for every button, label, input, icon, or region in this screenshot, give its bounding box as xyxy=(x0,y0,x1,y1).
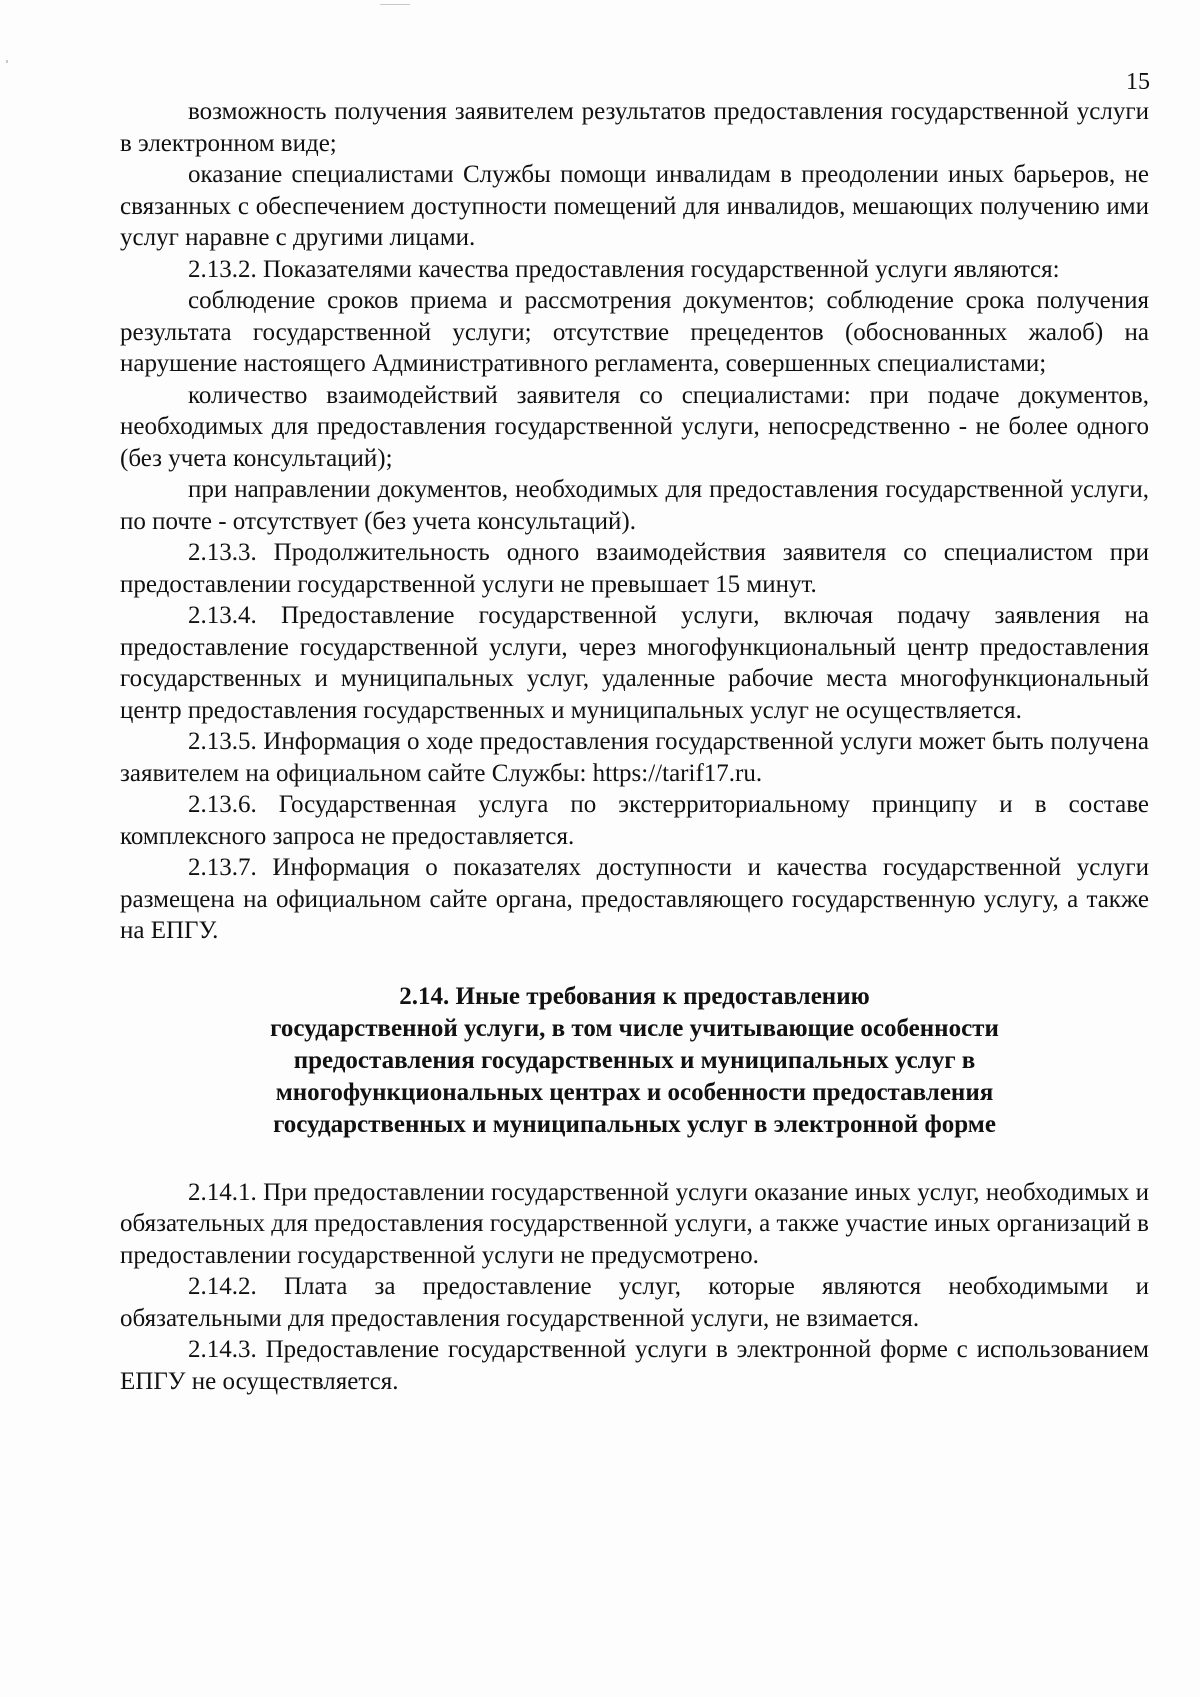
scan-speck xyxy=(6,60,8,63)
scan-speck xyxy=(380,4,410,5)
paragraph: 2.13.2. Показателями качества предоставления государственной услуги являются: xyxy=(188,255,1060,283)
paragraph: соблюдение сроков приема и рассмотрения документов; соблюдение срока получения результата государственной услуги; отсутствие прецедентов (обоснованных жалоб) на нарушение настоящего Административного регламента, совершенных специалистами; xyxy=(120,287,1149,377)
section-heading xyxy=(120,981,1149,1141)
paragraph: при направлении документов, необходимых для предоставления государственной услуги, по почте - отсутствует (без учета консультаций). xyxy=(120,476,1149,535)
heading-line: многофункциональных центрах и особенности предоставления xyxy=(275,1078,994,1106)
paragraph: 2.13.7. Информация о показателях доступности и качества государственной услуги размещена на официальном сайте органа, предоставляющего государственную услугу, а также на ЕПГУ. xyxy=(120,854,1149,944)
paragraph: оказание специалистами Службы помощи инвалидам в преодолении иных барьеров, не связанных с обеспечением доступности помещений для инвалидов, мешающих получению ими услуг наравне с другими лицами. xyxy=(120,161,1149,251)
heading-line: государственных и муниципальных услуг в электронной форме xyxy=(273,1110,996,1138)
paragraph: 2.13.6. Государственная услуга по экстерриториальному принципу и в составе комплексного запроса не предоставляется. xyxy=(120,791,1149,850)
heading-line: 2.14. Иные требования к предоставлению xyxy=(399,982,870,1010)
heading-line: предоставления государственных и муниципальных услуг в xyxy=(293,1046,976,1074)
paragraph: количество взаимодействий заявителя со специалистами: при подаче документов, необходимых для предоставления государственной услуги, непосредственно - не более одного (без учета консультаций); xyxy=(120,381,1149,472)
page-number: 15 xyxy=(1126,69,1150,95)
paragraph: 2.13.4. Предоставление государственной услуги, включая подачу заявления на предоставление государственной услуги, через многофункциональный центр предоставления государственных и муниципальных услуг, удаленные рабочие места многофункциональный центр предоставления государственных и муниципальных услуг не осуществляется. xyxy=(120,602,1149,724)
paragraph: 2.13.3. Продолжительность одного взаимодействия заявителя со специалистом при предоставлении государственной услуги не превышает 15 минут. xyxy=(120,539,1149,598)
document-body xyxy=(120,96,1149,1397)
paragraph: 2.13.5. Информация о ходе предоставления государственной услуги может быть получена заявителем на официальном сайте Службы: https://tarif17.ru. xyxy=(120,728,1149,787)
paragraph: возможность получения заявителем результатов предоставления государственной услуги в электронном виде; xyxy=(120,98,1149,157)
heading-line: государственной услуги, в том числе учитывающие особенности xyxy=(270,1014,999,1042)
paragraph: 2.14.1. При предоставлении государственной услуги оказание иных услуг, необходимых и обязательных для предоставления государственной услуги, а также участие иных организаций в предоставлении государственной услуги не предусмотрено. xyxy=(120,1178,1149,1269)
paragraph: 2.14.3. Предоставление государственной услуги в электронной форме с использованием ЕПГУ не осуществляется. xyxy=(120,1336,1149,1395)
paragraph: 2.14.2. Плата за предоставление услуг, которые являются необходимыми и обязательными для предоставления государственной услуги, не взимается. xyxy=(120,1273,1149,1332)
